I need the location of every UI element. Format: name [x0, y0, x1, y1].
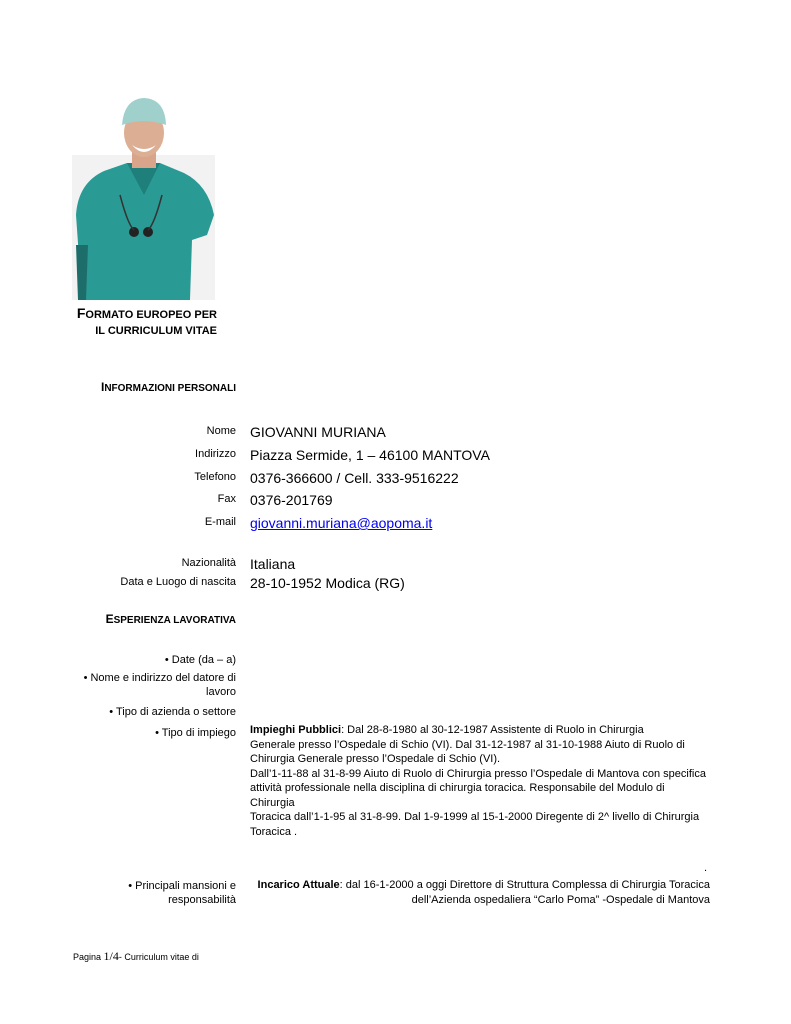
impiego-line2: Generale presso l’Ospedale di Schio (VI). Dal 31-12-1987 al 31-10-1988 Aiuto di Ruolo di [250, 738, 685, 751]
footer-page-number: 1 [103, 949, 110, 963]
impiego-line7: Toracica . [250, 825, 298, 838]
label-mansioni [0, 879, 236, 907]
label-nazionalita: Nazionalità [181, 557, 236, 569]
profile-photo [72, 95, 215, 300]
label-nome: Nome [206, 425, 236, 437]
value-telefono: 0376-366600 / Cell. 333-9516222 [250, 470, 459, 486]
impiego-bold: Impieghi Pubblici [250, 724, 342, 736]
section-work-experience [40, 612, 236, 626]
impiego-line4: Dall’1-11-88 al 31-8-99 Aiuto di Ruolo di Chirurgia presso l’Ospedale di Mantova con specifica [250, 767, 706, 780]
section-personal-info [40, 380, 236, 394]
value-indirizzo: Piazza Sermide, 1 – 46100 MANTOVA [250, 447, 490, 463]
footer-rest: - Curriculum vitae di [118, 952, 199, 962]
label-mansioni-line2: responsabilità [168, 894, 236, 906]
title-line1: ORMATO EUROPEO PER [85, 309, 217, 321]
value-fax: 0376-201769 [250, 492, 333, 508]
label-datore-line1: • Nome e indirizzo del datore di [83, 672, 236, 684]
label-fax: Fax [217, 493, 236, 505]
separator-dot: . [704, 862, 708, 874]
label-mansioni-line1: • Principali mansioni e [128, 880, 236, 892]
footer-pagina: Pagina [73, 952, 104, 962]
impiego-line6: Toracica dall’1-1-95 al 31-8-99. Dal 1-9-1999 al 15-1-2000 Diregente di 2^ livello di Chirurgia [250, 811, 700, 823]
label-tipo-impiego: • Tipo di impiego [155, 727, 236, 739]
footer-page-total: 4 [112, 949, 119, 963]
label-telefono: Telefono [194, 471, 236, 483]
label-datore-line2: lavoro [206, 686, 236, 698]
value-nome: GIOVANNI MURIANA [250, 424, 386, 440]
impiego-line3: Chirurgia Generale presso l’Ospedale di Schio (VI). [250, 753, 501, 765]
section-work-rest: SPERIENZA LAVORATIVA [113, 615, 236, 626]
value-nascita: 28-10-1952 Modica (RG) [250, 575, 405, 591]
incarico-text [250, 878, 710, 907]
label-indirizzo: Indirizzo [195, 448, 236, 460]
impiego-text [250, 723, 710, 839]
impiego-line1: : Dal 28-8-1980 al 30-12-1987 Assistente di Ruolo in Chirurgia [341, 724, 644, 736]
label-email: E-mail [204, 516, 236, 528]
label-datore [0, 671, 236, 699]
title-initial: F [76, 305, 86, 321]
section-personal-initial: I [100, 380, 105, 394]
section-personal-rest: NFORMAZIONI PERSONALI [104, 383, 236, 394]
title-line2: IL CURRICULUM VITAE [95, 325, 217, 337]
label-date: • Date (da – a) [164, 654, 236, 666]
label-nascita: Data e Luogo di nascita [120, 576, 236, 588]
incarico-line1: : dal 16-1-2000 a oggi Direttore di Struttura Complessa di Chirurgia Toracica [339, 879, 710, 891]
footer-slash: / [109, 949, 113, 963]
cv-title [40, 305, 217, 339]
value-nazionalita: Italiana [250, 556, 296, 572]
impiego-line5: attività professionale nella disciplina di chirurgia toracica. Responsabile del Modulo di Chirurgia [250, 782, 665, 809]
section-work-initial: E [105, 612, 114, 626]
incarico-bold: Incarico Attuale [257, 879, 340, 891]
page-footer [73, 950, 199, 963]
incarico-line2: dell’Azienda ospedaliera “Carlo Poma” -Ospedale di Mantova [411, 893, 710, 906]
email-link[interactable]: giovanni.muriana@aopoma.it [250, 515, 433, 531]
label-tipo-azienda: • Tipo di azienda o settore [109, 706, 236, 718]
